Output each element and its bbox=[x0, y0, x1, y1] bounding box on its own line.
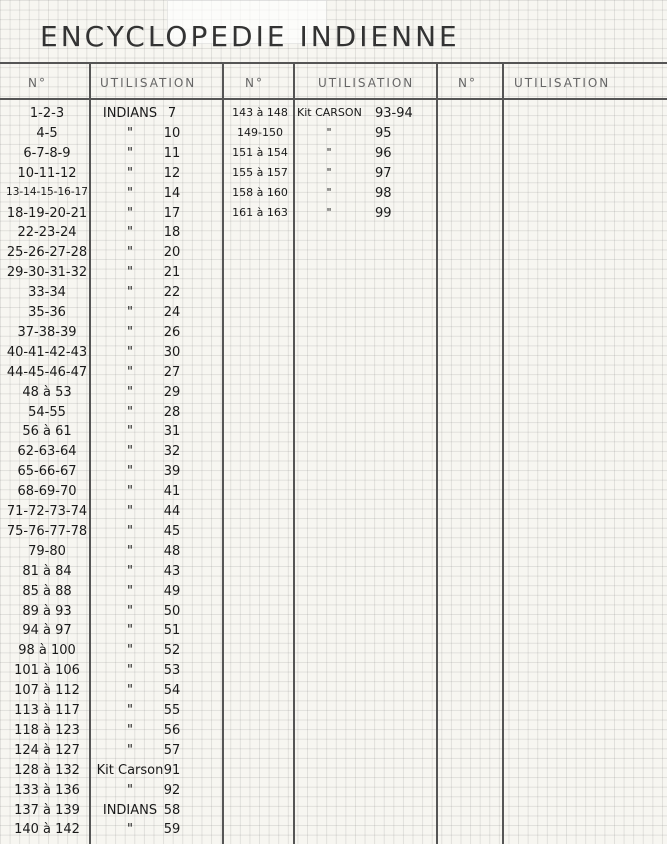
table-row bbox=[0, 424, 667, 444]
cell-use: " bbox=[127, 424, 133, 440]
cell-no: 4-5 bbox=[36, 125, 58, 141]
header-utilisation-3: UTILISATION bbox=[514, 76, 611, 90]
header-utilisation-1: UTILISATION bbox=[100, 76, 197, 90]
cell-val: 95 bbox=[375, 125, 392, 141]
cell-no: 101 à 106 bbox=[14, 663, 80, 679]
cell-no: 25-26-27-28 bbox=[6, 245, 88, 261]
cell-val: 24 bbox=[163, 305, 181, 320]
cell-no: 29-30-31-32 bbox=[6, 265, 88, 281]
cell-val: 11 bbox=[163, 145, 181, 161]
cell-no: 107 à 112 bbox=[14, 683, 80, 699]
cell-val: 58 bbox=[163, 802, 181, 818]
cell-val: 52 bbox=[163, 643, 181, 659]
cell-val: 51 bbox=[163, 623, 181, 639]
cell-val: 99 bbox=[375, 205, 392, 221]
table-row bbox=[0, 643, 667, 663]
table-row bbox=[0, 106, 667, 126]
table-row bbox=[0, 484, 667, 504]
table-row bbox=[0, 544, 667, 564]
cell-val: 27 bbox=[163, 364, 181, 380]
cell-use: " bbox=[127, 464, 133, 480]
cell-no: 13-14-15-16-17 bbox=[6, 185, 88, 198]
cell-use: " bbox=[127, 663, 133, 679]
header-no-2: N° bbox=[245, 76, 264, 90]
cell-no: 151 à 154 bbox=[232, 145, 288, 159]
table-row bbox=[0, 803, 667, 823]
cell-val: 98 bbox=[375, 185, 392, 201]
cell-no: 40-41-42-43 bbox=[6, 344, 88, 360]
header-bottom-line bbox=[0, 98, 667, 100]
cell-use: " bbox=[127, 305, 133, 320]
cell-val: 92 bbox=[163, 782, 181, 798]
cell-use: INDIANS bbox=[102, 106, 158, 121]
cell-use: " bbox=[326, 185, 332, 199]
cell-val: 97 bbox=[375, 165, 392, 181]
cell-val: 39 bbox=[163, 464, 181, 480]
table-row bbox=[0, 743, 667, 763]
table-row bbox=[0, 723, 667, 743]
cell-use: " bbox=[127, 603, 133, 619]
cell-no: 85 à 88 bbox=[22, 583, 72, 599]
cell-use: " bbox=[127, 583, 133, 599]
table-row bbox=[0, 345, 667, 365]
table-row bbox=[0, 504, 667, 524]
cell-no: 22-23-24 bbox=[17, 225, 77, 241]
table-row bbox=[0, 623, 667, 643]
cell-val: 26 bbox=[163, 324, 181, 340]
cell-use: " bbox=[127, 722, 133, 738]
cell-use: Kit Carson bbox=[96, 762, 164, 778]
cell-val: 12 bbox=[163, 165, 181, 181]
cell-use: " bbox=[127, 145, 133, 161]
cell-use: " bbox=[127, 245, 133, 261]
cell-val: 31 bbox=[163, 424, 181, 440]
cell-use: " bbox=[326, 145, 332, 159]
cell-no: 56 à 61 bbox=[22, 424, 72, 440]
cell-no: 113 à 117 bbox=[14, 703, 80, 718]
cell-val: 48 bbox=[163, 543, 181, 559]
cell-val: 7 bbox=[167, 106, 177, 121]
table-row bbox=[0, 763, 667, 783]
cell-val: 54 bbox=[163, 683, 181, 699]
cell-use: " bbox=[127, 523, 133, 539]
cell-use: " bbox=[127, 683, 133, 699]
cell-use: " bbox=[127, 165, 133, 181]
cell-val: 22 bbox=[163, 285, 181, 301]
cell-no: 79-80 bbox=[28, 543, 66, 559]
cell-no: 161 à 163 bbox=[232, 205, 288, 219]
cell-val: 32 bbox=[163, 444, 181, 460]
cell-val: 91 bbox=[163, 762, 181, 778]
cell-val: 10 bbox=[163, 125, 181, 141]
cell-val: 57 bbox=[163, 742, 181, 758]
cell-use: " bbox=[127, 384, 133, 400]
cell-no: 89 à 93 bbox=[22, 603, 72, 619]
cell-no: 94 à 97 bbox=[22, 623, 72, 639]
table-row bbox=[0, 146, 667, 166]
cell-use: " bbox=[326, 125, 332, 139]
cell-val: 96 bbox=[375, 145, 392, 161]
cell-use: " bbox=[127, 364, 133, 380]
cell-no: 128 à 132 bbox=[14, 762, 80, 778]
cell-use: " bbox=[127, 265, 133, 281]
cell-no: 71-72-73-74 bbox=[6, 504, 88, 519]
table-row bbox=[0, 405, 667, 425]
cell-val: 20 bbox=[163, 245, 181, 261]
table-row bbox=[0, 703, 667, 723]
cell-use: " bbox=[127, 444, 133, 460]
page-title: ENCYCLOPEDIE INDIENNE bbox=[40, 20, 460, 53]
cell-val: 50 bbox=[163, 603, 181, 619]
cell-use: " bbox=[127, 404, 133, 420]
cell-val: 30 bbox=[163, 344, 181, 360]
cell-use: " bbox=[127, 285, 133, 301]
cell-val: 41 bbox=[163, 484, 181, 500]
table-row bbox=[0, 225, 667, 245]
cell-val: 59 bbox=[163, 822, 181, 838]
cell-no: 35-36 bbox=[28, 305, 66, 320]
cell-no: 18-19-20-21 bbox=[6, 205, 88, 221]
cell-no: 44-45-46-47 bbox=[6, 364, 88, 380]
cell-use: " bbox=[127, 125, 133, 141]
cell-no: 62-63-64 bbox=[17, 444, 77, 460]
cell-no: 33-34 bbox=[28, 285, 66, 301]
cell-no: 98 à 100 bbox=[18, 643, 76, 659]
table-row bbox=[0, 783, 667, 803]
table-row bbox=[0, 325, 667, 345]
cell-val: 45 bbox=[163, 523, 181, 539]
cell-no: 140 à 142 bbox=[14, 822, 80, 838]
cell-use: " bbox=[127, 484, 133, 500]
table-row bbox=[0, 305, 667, 325]
cell-val: 49 bbox=[163, 583, 181, 599]
cell-no: 133 à 136 bbox=[14, 782, 80, 798]
cell-val: 14 bbox=[163, 185, 181, 201]
cell-no: 155 à 157 bbox=[232, 165, 288, 179]
cell-no: 54-55 bbox=[28, 404, 66, 420]
cell-val: 28 bbox=[163, 404, 181, 420]
cell-use: " bbox=[127, 643, 133, 659]
cell-use: " bbox=[127, 563, 133, 579]
cell-no: 149-150 bbox=[237, 125, 283, 139]
cell-val: 43 bbox=[163, 563, 181, 579]
cell-no: 137 à 139 bbox=[14, 802, 80, 818]
cell-use: INDIANS bbox=[102, 802, 158, 818]
cell-use: " bbox=[127, 504, 133, 519]
cell-use: " bbox=[127, 185, 133, 201]
cell-no: 6-7-8-9 bbox=[23, 145, 71, 161]
cell-use: " bbox=[127, 782, 133, 798]
cell-no: 10-11-12 bbox=[17, 165, 77, 181]
cell-no: 143 à 148 bbox=[232, 106, 288, 119]
header-top-line bbox=[0, 62, 667, 64]
cell-use: " bbox=[127, 742, 133, 758]
cell-val: 53 bbox=[163, 663, 181, 679]
cell-val: 29 bbox=[163, 384, 181, 400]
table-row bbox=[0, 683, 667, 703]
cell-use: " bbox=[326, 165, 332, 179]
cell-use: " bbox=[127, 703, 133, 718]
cell-use: " bbox=[127, 822, 133, 838]
cell-use: " bbox=[127, 623, 133, 639]
cell-use: " bbox=[127, 543, 133, 559]
cell-no: 158 à 160 bbox=[232, 185, 288, 199]
cell-val: 44 bbox=[163, 504, 181, 519]
cell-val: 18 bbox=[163, 225, 181, 241]
cell-no: 65-66-67 bbox=[17, 464, 77, 480]
table-row bbox=[0, 444, 667, 464]
table-row bbox=[0, 285, 667, 305]
cell-val: 17 bbox=[163, 205, 181, 221]
table-row bbox=[0, 584, 667, 604]
table-row bbox=[0, 206, 667, 226]
cell-use: " bbox=[127, 205, 133, 221]
cell-val: 56 bbox=[163, 722, 181, 738]
cell-use: " bbox=[127, 344, 133, 360]
table-row bbox=[0, 265, 667, 285]
table-row bbox=[0, 186, 667, 206]
table-row bbox=[0, 464, 667, 484]
table-row bbox=[0, 524, 667, 544]
table-row bbox=[0, 564, 667, 584]
cell-no: 68-69-70 bbox=[17, 484, 77, 500]
cell-no: 75-76-77-78 bbox=[6, 523, 88, 539]
header-no-3: N° bbox=[458, 76, 477, 90]
header-utilisation-2: UTILISATION bbox=[318, 76, 415, 90]
table-row bbox=[0, 166, 667, 186]
cell-val: 93-94 bbox=[375, 106, 413, 121]
cell-use: " bbox=[326, 205, 332, 219]
cell-no: 124 à 127 bbox=[14, 742, 80, 758]
table-row bbox=[0, 245, 667, 265]
cell-val: 55 bbox=[163, 703, 181, 718]
header-no-1: N° bbox=[28, 76, 47, 90]
table-row bbox=[0, 663, 667, 683]
cell-no: 81 à 84 bbox=[22, 563, 72, 579]
table-row bbox=[0, 126, 667, 146]
cell-no: 118 à 123 bbox=[14, 722, 80, 738]
cell-use: Kit CARSON bbox=[297, 106, 362, 119]
cell-no: 37-38-39 bbox=[17, 324, 77, 340]
cell-no: 48 à 53 bbox=[22, 384, 72, 400]
cell-use: " bbox=[127, 324, 133, 340]
table-row bbox=[0, 365, 667, 385]
table-row bbox=[0, 822, 667, 842]
table-row bbox=[0, 385, 667, 405]
cell-no: 1-2-3 bbox=[29, 106, 65, 121]
cell-val: 21 bbox=[163, 265, 181, 281]
table-row bbox=[0, 604, 667, 624]
cell-use: " bbox=[127, 225, 133, 241]
